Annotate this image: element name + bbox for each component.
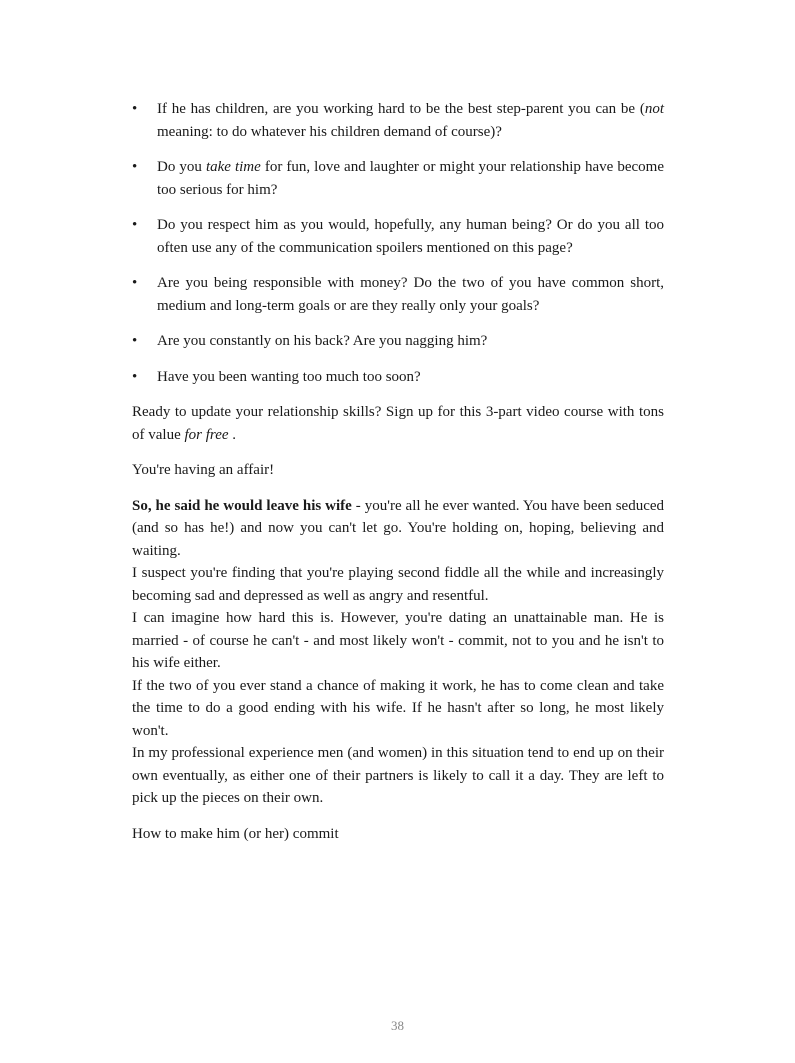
affair-paragraph: If the two of you ever stand a chance of making it work, he has to come clean and take the time to do a good ending with his wife. If he hasn't after so long, he most likely won't. bbox=[132, 677, 664, 739]
affair-paragraph: I suspect you're finding that you're playing second fiddle all the while and increasingly becoming sad and depressed as well as angry and resentful. bbox=[132, 565, 664, 604]
affair-heading: You're having an affair! bbox=[132, 462, 275, 478]
bullet-icon: • bbox=[132, 368, 138, 385]
bullet-icon: • bbox=[132, 333, 138, 349]
bullet-icon: • bbox=[132, 159, 138, 175]
course-cta: Ready to update your relationship skills? Sign up for this 3-part video course with tons of value for free . bbox=[132, 404, 664, 443]
commit-heading: How to make him (or her) commit bbox=[132, 825, 339, 842]
question-list bbox=[132, 98, 664, 388]
page-number: 38 bbox=[391, 1018, 404, 1033]
affair-paragraph: I can imagine how hard this is. However, you're dating an unattainable man. He is married - of course he can't - and most likely won't - commit, not to you and he isn't to his wife either. bbox=[132, 610, 664, 671]
list-item: • Do you respect him as you would, hopefully, any human being? Or do you all too often use any of the communication spoilers mentioned on this page? bbox=[132, 214, 664, 259]
affair-section bbox=[132, 495, 664, 810]
list-item: • Have you been wanting too much too soon? bbox=[132, 366, 664, 389]
list-item: • Are you being responsible with money? Do the two of you have common short, medium and long-term goals or are they really only your goals? bbox=[132, 272, 664, 317]
bullet-icon: • bbox=[132, 101, 138, 117]
free-course-link[interactable]: for free bbox=[184, 426, 229, 443]
list-item: • If he has children, are you working hard to be the best step-parent you can be (not meaning: to do whatever his children demand of course)? bbox=[132, 98, 664, 143]
list-item: • Are you constantly on his back? Are you nagging him? bbox=[132, 330, 664, 353]
bullet-icon: • bbox=[132, 217, 138, 233]
affair-lead-paragraph: So, he said he would leave his wife - you're all he ever wanted. You have been seduced (and so has he!) and now you can't let go. You're holding on, hoping, believing and waiting. bbox=[132, 497, 665, 559]
affair-paragraph: In my professional experience men (and women) in this situation tend to end up on their own eventually, as either one of their partners is likely to call it a day. They are left to pick up the pieces on their own. bbox=[132, 745, 664, 806]
bullet-icon: • bbox=[132, 275, 138, 291]
page-content bbox=[132, 98, 664, 858]
list-item: • Do you take time for fun, love and laughter or might your relationship have become too serious for him? bbox=[132, 156, 664, 201]
